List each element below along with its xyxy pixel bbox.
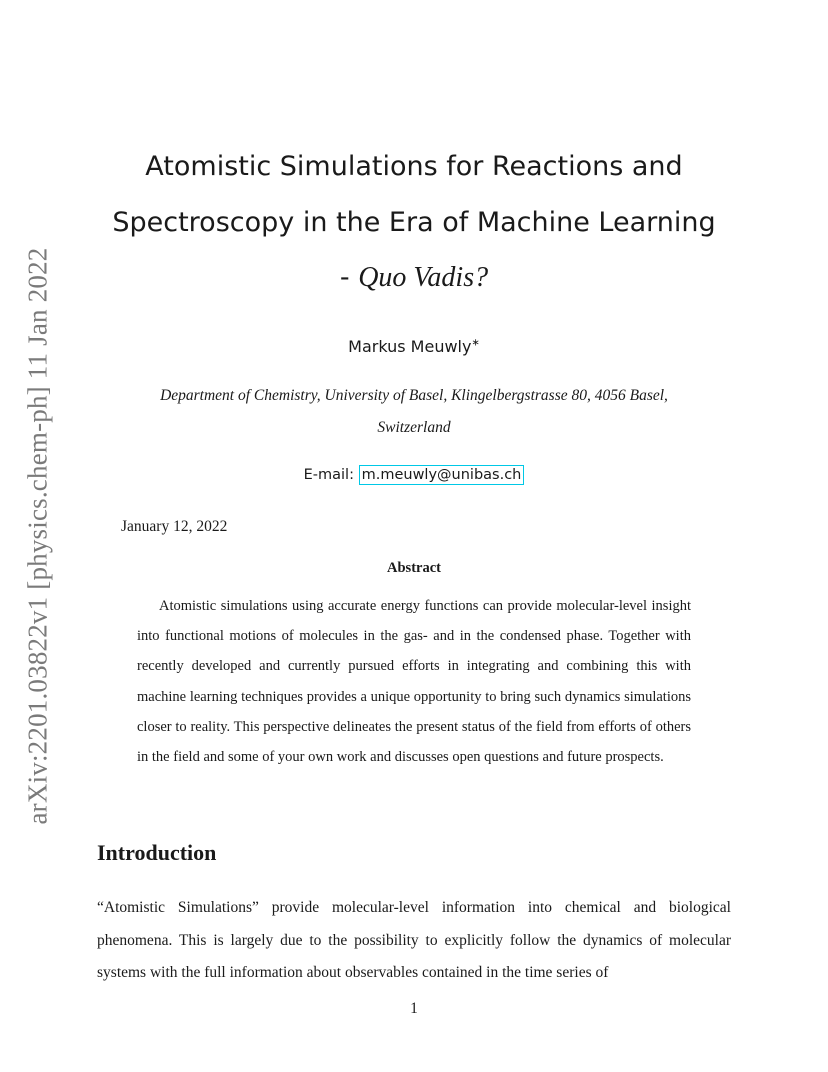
title-quo-vadis: Quo Vadis?: [358, 262, 489, 293]
email-line: [0, 467, 828, 483]
title-line-2: Spectroscopy in the Era of Machine Learning: [112, 207, 716, 238]
title-line-3: [0, 262, 828, 294]
page-number: 1: [410, 1000, 418, 1017]
section-heading-introduction: Introduction: [97, 840, 217, 865]
date: January 12, 2022: [121, 518, 228, 535]
title-dash: -: [339, 262, 359, 293]
email-label: E-mail:: [303, 467, 354, 483]
introduction-text: “Atomistic Simulations” provide molecular-level information into chemical and biological phenomena. This is largely due to the possibility to explicitly follow the dynamics of molecular systems with the full information about observables contained in the time series of: [97, 899, 731, 981]
affiliation-line-1: Department of Chemistry, University of Basel, Klingelbergstrasse 80, 4056 Basel,: [160, 387, 668, 404]
email-link[interactable]: m.meuwly@unibas.ch: [359, 465, 525, 485]
arxiv-identifier: arXiv:2201.03822v1 [physics.chem-ph] 11 Jan 2022: [22, 247, 53, 825]
affiliation-line-2: Switzerland: [377, 419, 451, 436]
title-line-1: Atomistic Simulations for Reactions and: [145, 151, 683, 182]
author-marker: ∗: [471, 337, 480, 349]
abstract-text: Atomistic simulations using accurate energy functions can provide molecular-level insight into functional motions of molecules in the gas- and in the condensed phase. Together with recently developed and currently pursued efforts in integrating and combining this with machine learning techniques provides a unique opportunity to bring such dynamics simulations closer to reality. This perspective delineates the present status of the field from efforts of others in the field and some of your own work and discusses open questions and future prospects.: [137, 598, 691, 766]
author-name: Markus Meuwly: [348, 337, 472, 356]
author: [0, 337, 828, 356]
abstract-heading: Abstract: [387, 560, 441, 576]
